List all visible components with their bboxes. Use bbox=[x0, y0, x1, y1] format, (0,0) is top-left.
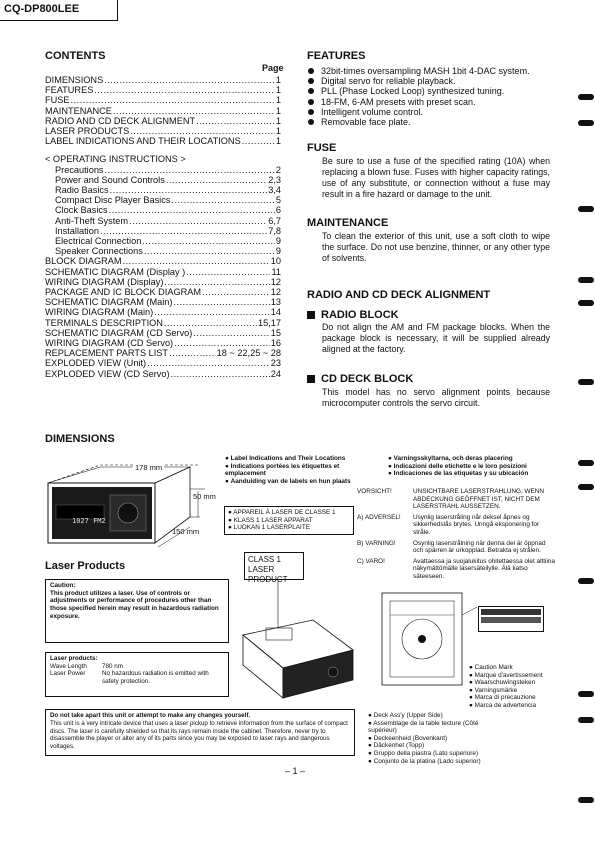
caution-mark-item bbox=[469, 672, 564, 680]
toc-leader bbox=[166, 175, 267, 185]
display-readout: 1027 FM2 bbox=[72, 517, 106, 525]
caution-title: Caution: bbox=[50, 582, 76, 589]
toc-leader bbox=[110, 185, 268, 195]
toc-entry-page: 3,4 bbox=[268, 185, 281, 196]
height-dimension: 50 mm bbox=[193, 492, 216, 501]
model-name: CQ-DP800LEE bbox=[4, 3, 80, 15]
toc-entry-label: SCHEMATIC DIAGRAM (Main) bbox=[45, 297, 173, 308]
toc-entry bbox=[45, 216, 281, 226]
warning-key: A) ADVERSEL! bbox=[357, 513, 401, 521]
caution-text: This product utilizes a laser. Use of controls or adjustments or performance of procedures other than those specified herein may result in hazardous radiation exposure. bbox=[50, 589, 219, 620]
laser-power-value: No hazardous radiation is emitted with safety protection. bbox=[102, 670, 209, 686]
toc-entry bbox=[45, 328, 281, 338]
toc-entry-page: 1 bbox=[275, 115, 281, 126]
toc-leader bbox=[164, 277, 269, 287]
bullet-icon: ● bbox=[469, 686, 475, 694]
caution-mark-item bbox=[469, 679, 564, 687]
toc-entry bbox=[45, 195, 281, 205]
toc-entry-label: SCHEMATIC DIAGRAM (Display ) bbox=[45, 266, 186, 277]
label-info-item bbox=[225, 478, 375, 486]
toc-entry bbox=[45, 106, 281, 116]
warning-row bbox=[357, 488, 557, 511]
toc-entry-page: 1 bbox=[275, 75, 281, 85]
toc-entry-label: SCHEMATIC DIAGRAM (CD Servo) bbox=[45, 327, 193, 338]
dimensions-title: DIMENSIONS bbox=[45, 433, 115, 445]
laser-label-line-text: KLASS 1 LASER APPARAT bbox=[233, 516, 313, 524]
margin-mark bbox=[578, 120, 594, 126]
do-not-text: This unit is a very intricate device that uses a laser pickup to retrieve information from the surface of compact discs. The laser is carefully shielded so that its rays remain inside the cabinet. Therefore, never try to disassemble the player or alter any of its parts since you may be exposed to laser rays and dangerous voltages. bbox=[50, 719, 348, 751]
toc-leader bbox=[193, 328, 269, 338]
bullet-icon: ● bbox=[368, 757, 374, 765]
unit-sketch bbox=[238, 580, 358, 705]
deck-assy-item bbox=[368, 720, 508, 735]
toc-entry-page: 16 bbox=[270, 338, 281, 349]
toc-entry-page: 10 bbox=[270, 256, 281, 267]
deck-assy-item bbox=[368, 758, 508, 766]
toc-entry-label: Electrical Connection bbox=[55, 236, 142, 247]
label-strip bbox=[481, 617, 541, 623]
feature-item: Intelligent volume control. bbox=[307, 107, 562, 117]
caution-mark-item bbox=[469, 702, 564, 710]
maintenance-title: MAINTENANCE bbox=[307, 217, 389, 229]
toc-entry-label: Anti-Theft System bbox=[55, 215, 129, 226]
toc-entry-page: 12 bbox=[270, 287, 281, 298]
operating-heading: < OPERATING INSTRUCTIONS > bbox=[45, 154, 186, 165]
fuse-title: FUSE bbox=[307, 142, 337, 154]
toc-entry-label: LABEL INDICATIONS AND THEIR LOCATIONS bbox=[45, 136, 241, 147]
toc-leader bbox=[113, 106, 275, 116]
toc-leader bbox=[202, 287, 270, 297]
toc-leader bbox=[169, 348, 216, 358]
width-dimension: 178 mm bbox=[135, 463, 163, 472]
laser-label-line-text: APPAREIL À LASER DE CLASSE 1 bbox=[233, 509, 336, 516]
toc-leader bbox=[71, 95, 275, 105]
label-info-item-text: Indicazioni delle etichette e le loro posizioni bbox=[393, 462, 527, 470]
wave-length-value: 780 nm bbox=[102, 662, 124, 670]
bullet-icon: ● bbox=[228, 516, 234, 524]
toc-leader bbox=[105, 165, 275, 175]
caution-mark-item-text: Marque d'avertissement bbox=[474, 671, 543, 679]
toc-entry-page: 6 bbox=[275, 205, 281, 216]
toc-leader bbox=[147, 358, 270, 368]
bullet-icon: ● bbox=[225, 455, 231, 462]
caution-mark-item-text: Waarschuwingsteken bbox=[474, 679, 536, 687]
deck-assy-list bbox=[368, 712, 508, 765]
bullet-icon: ● bbox=[469, 701, 475, 709]
margin-mark bbox=[578, 379, 594, 385]
label-info-item bbox=[388, 470, 568, 478]
toc-entry-page: 15,17 bbox=[258, 317, 281, 328]
bullet-icon: ● bbox=[228, 509, 234, 516]
feature-item: PLL (Phase Locked Loop) synthesized tuning. bbox=[307, 86, 562, 96]
toc-entry-page: 1 bbox=[275, 105, 281, 116]
toc-entry bbox=[45, 126, 281, 136]
bullet-icon: ● bbox=[225, 462, 231, 470]
toc-entry bbox=[45, 307, 281, 317]
feature-item: Removable face plate. bbox=[307, 117, 562, 127]
label-info-item bbox=[225, 463, 375, 478]
toc-entry-page: 13 bbox=[270, 297, 281, 308]
toc-entry bbox=[45, 287, 281, 297]
margin-mark bbox=[578, 94, 594, 100]
warning-key: C) VARO! bbox=[357, 557, 385, 565]
toc-leader bbox=[104, 75, 275, 85]
cd-block-text: This model has no servo alignment points because microcomputer controls the servo circuit. bbox=[322, 387, 550, 408]
toc-entry-label: Precautions bbox=[55, 164, 104, 175]
toc-entry-page: 9 bbox=[275, 236, 281, 247]
deck-assy-item-text: Däckenhet (Topp) bbox=[373, 742, 425, 750]
bullet-icon: ● bbox=[388, 470, 394, 478]
toc-entry-page: 24 bbox=[270, 368, 281, 379]
toc-entry-page: 2,3 bbox=[268, 174, 281, 185]
laser-label-line bbox=[228, 517, 350, 525]
toc-entry-label: Radio Basics bbox=[55, 185, 109, 196]
warning-key: VORSICHT! bbox=[357, 488, 392, 495]
feature-item: Digital servo for reliable playback. bbox=[307, 76, 562, 86]
toc-entry-page: 7,8 bbox=[268, 225, 281, 236]
toc-entry-label: FEATURES bbox=[45, 85, 94, 96]
toc-entry-label: LASER PRODUCTS bbox=[45, 126, 130, 137]
toc-entry bbox=[45, 267, 281, 277]
feature-item: 18-FM, 6-AM presets with preset scan. bbox=[307, 97, 562, 107]
toc-entry bbox=[45, 369, 281, 379]
radio-block-label: RADIO BLOCK bbox=[321, 309, 399, 321]
maintenance-text: To clean the exterior of this unit, use a soft cloth to wipe the surface. Do not use benzine, thinner, or any other type of solvents. bbox=[322, 231, 550, 263]
deck-sketch bbox=[372, 585, 477, 695]
features-title: FEATURES bbox=[307, 50, 366, 62]
deck-assy-item-text: Deck Ass'y (Upper Side) bbox=[373, 712, 443, 719]
margin-mark bbox=[578, 578, 594, 584]
toc-entry bbox=[45, 95, 281, 105]
toc-entry bbox=[45, 318, 281, 328]
toc-entry-label: DIMENSIONS bbox=[45, 75, 104, 85]
toc-entry-label: TERMINALS DESCRIPTION bbox=[45, 317, 163, 328]
bullet-icon: ● bbox=[388, 455, 394, 462]
label-info-item bbox=[388, 463, 568, 471]
toc-entry-label: FUSE bbox=[45, 95, 70, 106]
spacer bbox=[45, 146, 281, 154]
bullet-icon: ● bbox=[368, 742, 374, 750]
toc-entry-label: Installation bbox=[55, 225, 99, 236]
bullet-icon: ● bbox=[368, 712, 374, 719]
toc-entry bbox=[45, 297, 281, 307]
toc-leader bbox=[174, 338, 270, 348]
class1-label: CLASS 1 LASER PRODUCT bbox=[244, 552, 304, 580]
laser-class-label-box bbox=[224, 506, 354, 535]
laser-products-heading: Laser products: bbox=[50, 655, 98, 662]
feature-item: 32bit-times oversampling MASH 1bit 4-DAC system. bbox=[307, 66, 562, 76]
toc-entry bbox=[45, 358, 281, 368]
toc-entry-label: EXPLODED VIEW (CD Servo) bbox=[45, 368, 170, 379]
toc-leader bbox=[130, 126, 275, 136]
toc-entry-page: 18 ~ 22,25 ~ 28 bbox=[216, 348, 281, 359]
laser-label-line-text: LUOKAN 1 LASERPLAITE bbox=[233, 524, 311, 532]
deck-assy-item-text: Deckeenheid (Bovenkant) bbox=[373, 734, 448, 742]
laser-products-box bbox=[45, 652, 229, 697]
caution-box bbox=[45, 579, 229, 643]
warning-text: UNSICHTBARE LASERSTRAHLUNG, WENN ABDECKUNG GEÖFFNET IST, NICHT DEM LASERSTRAHL AUSSETZEN. bbox=[413, 488, 545, 511]
bullet-icon: ● bbox=[368, 719, 374, 727]
cd-block-title bbox=[307, 373, 413, 385]
deck-assy-item bbox=[368, 712, 508, 720]
toc-leader bbox=[242, 136, 275, 146]
contents-title: CONTENTS bbox=[45, 50, 106, 62]
margin-mark bbox=[578, 797, 594, 803]
toc-entry-label: MAINTENANCE bbox=[45, 105, 112, 116]
bullet-icon: ● bbox=[469, 664, 475, 671]
margin-mark bbox=[578, 460, 594, 466]
toc-leader bbox=[144, 246, 275, 256]
caution-mark-list bbox=[469, 664, 564, 710]
toc-entry-label: Power and Sound Controls bbox=[55, 174, 165, 185]
toc-leader bbox=[129, 216, 267, 226]
warning-text: Usynlig laserstråling når deksel åpnes og sikkerhedslås brytes. Unngå eksponering for stråle. bbox=[413, 513, 540, 536]
bullet-icon: ● bbox=[469, 694, 475, 702]
toc-entry bbox=[45, 136, 281, 146]
toc-entry-page: 5 bbox=[275, 195, 281, 206]
toc-entry-label: WIRING DIAGRAM (Main) bbox=[45, 307, 154, 318]
warning-text: Osynlig laserstrålning när denna del är öppnad och spärren är urkopplad. Betrakta ej strålen. bbox=[413, 539, 546, 555]
margin-mark bbox=[578, 717, 594, 723]
caution-mark-item bbox=[469, 687, 564, 695]
laser-products-title: Laser Products bbox=[45, 560, 126, 572]
bullet-icon: ● bbox=[368, 734, 374, 742]
label-info-item-text: Indicaciones de las etiquetas y su ubicación bbox=[393, 470, 529, 478]
cd-block-label: CD DECK BLOCK bbox=[321, 373, 414, 385]
warning-row bbox=[357, 558, 557, 581]
toc-entry bbox=[45, 85, 281, 95]
label-info-item bbox=[225, 455, 375, 463]
caution-mark-item-text: Marca di precauzione bbox=[474, 694, 536, 702]
warning-row bbox=[357, 514, 557, 537]
toc-entry-label: Clock Basics bbox=[55, 205, 108, 216]
toc-entry bbox=[45, 116, 281, 126]
toc-entry-label: RADIO AND CD DECK ALIGNMENT bbox=[45, 115, 196, 126]
toc-leader bbox=[100, 226, 267, 236]
toc-entry bbox=[45, 175, 281, 185]
fuse-text: Be sure to use a fuse of the specified rating (10A) when replacing a blown fuse. Fuses with higher capacity ratings, use of any substitute, or connection without a fuse may result in a fire hazard or damage to the unit. bbox=[322, 156, 550, 199]
toc-leader bbox=[123, 256, 270, 266]
deck-assy-item-text: Assemblage de la table tecture (Côté supérieur) bbox=[368, 719, 479, 735]
warning-row bbox=[357, 540, 557, 555]
caution-mark-item-text: Varningsmärke bbox=[474, 686, 518, 694]
toc-leader bbox=[186, 267, 270, 277]
deck-assy-item-text: Conjunto de la platina (Lado superior) bbox=[373, 757, 481, 765]
features-list bbox=[307, 66, 562, 127]
bullet-icon: ● bbox=[228, 524, 234, 532]
toc-entry-page: 23 bbox=[270, 358, 281, 369]
label-info-right bbox=[388, 455, 568, 478]
deck-assy-item bbox=[368, 742, 508, 750]
toc-entry bbox=[45, 75, 281, 85]
page-heading: Page bbox=[262, 63, 284, 73]
depth-dimension: 150 mm bbox=[172, 527, 200, 536]
toc-entry-page: 6,7 bbox=[268, 215, 281, 226]
caution-mark-item-text: Caution Mark bbox=[474, 664, 513, 671]
model-tab bbox=[0, 0, 118, 21]
toc-entry-page: 15 bbox=[270, 327, 281, 338]
do-not-title: Do not take apart this unit or attempt to make any changes yourself. bbox=[50, 712, 251, 719]
square-bullet-icon bbox=[307, 375, 315, 383]
label-strip bbox=[481, 609, 541, 615]
toc-entry bbox=[45, 277, 281, 287]
label-info-item-text: Varningsskyltarna, och deras placering bbox=[393, 455, 513, 462]
laser-power-key: Laser Power bbox=[50, 670, 86, 678]
toc-entry-page: 14 bbox=[270, 307, 281, 318]
toc-entry bbox=[45, 205, 281, 215]
radio-block-title bbox=[307, 309, 399, 321]
toc-entry-page: 1 bbox=[275, 136, 281, 147]
label-info-item bbox=[388, 455, 568, 463]
caution-mark-item bbox=[469, 664, 564, 672]
toc-entry-page: 1 bbox=[275, 126, 281, 137]
toc-entry bbox=[45, 226, 281, 236]
margin-mark bbox=[578, 206, 594, 212]
deck-assy-item-text: Gruppo della piastra (Lato superiore) bbox=[373, 749, 479, 757]
square-bullet-icon bbox=[307, 311, 315, 319]
warning-key: B) VARNING! bbox=[357, 539, 396, 547]
deck-assy-item bbox=[368, 750, 508, 758]
toc-leader bbox=[164, 318, 257, 328]
toc bbox=[45, 75, 281, 379]
toc-entry-page: 12 bbox=[270, 276, 281, 287]
toc-leader bbox=[142, 236, 275, 246]
toc-entry bbox=[45, 348, 281, 358]
toc-leader bbox=[94, 85, 275, 95]
radio-block-text: Do not align the AM and FM package blocks. When the package block is necessary, it will be supplied already aligned at the factory. bbox=[322, 322, 550, 354]
toc-entry bbox=[45, 185, 281, 195]
label-info-item-text: Indications portées les étiquettes et emplacement bbox=[225, 462, 340, 478]
caution-mark-item bbox=[469, 694, 564, 702]
toc-entry bbox=[45, 256, 281, 266]
warning-text: Avattaessa ja suojalukitus ohitettaessa olet alttiina näkymättömälle lasersäteilylle. Älä katso säteeseen. bbox=[413, 557, 555, 580]
toc-leader bbox=[154, 307, 270, 317]
laser-label-line bbox=[228, 509, 350, 517]
margin-mark bbox=[578, 484, 594, 490]
wave-length-key: Wave Length bbox=[50, 662, 87, 670]
toc-entry bbox=[45, 165, 281, 175]
toc-leader bbox=[171, 195, 274, 205]
bullet-icon: ● bbox=[225, 477, 231, 485]
margin-mark bbox=[578, 300, 594, 306]
toc-entry-page: 9 bbox=[275, 246, 281, 257]
toc-entry bbox=[45, 338, 281, 348]
toc-entry-page: 2 bbox=[275, 164, 281, 175]
caution-mark-label bbox=[478, 606, 544, 632]
toc-entry-label: Speaker Connections bbox=[55, 246, 143, 257]
do-not-disassemble-box bbox=[45, 709, 355, 756]
margin-mark bbox=[578, 277, 594, 283]
toc-leader bbox=[171, 369, 270, 379]
toc-entry-label: WIRING DIAGRAM (Display) bbox=[45, 276, 164, 287]
toc-entry-page: 1 bbox=[275, 95, 281, 106]
toc-leader bbox=[173, 297, 269, 307]
laser-label-line bbox=[228, 524, 350, 532]
deck-assy-item bbox=[368, 735, 508, 743]
toc-entry bbox=[45, 236, 281, 246]
margin-mark bbox=[578, 691, 594, 697]
toc-entry-label: REPLACEMENT PARTS LIST bbox=[45, 348, 169, 359]
toc-entry-label: BLOCK DIAGRAM bbox=[45, 256, 122, 267]
toc-entry-label: Compact Disc Player Basics bbox=[55, 195, 171, 206]
toc-leader bbox=[109, 205, 275, 215]
toc-entry-label: PACKAGE AND IC BLOCK DIAGRAM bbox=[45, 287, 202, 298]
label-info-item-text: Aanduiding van de labels en hun plaats bbox=[230, 477, 351, 485]
caution-mark-item-text: Marca de advertencia bbox=[474, 701, 537, 709]
toc-entry-page: 11 bbox=[271, 266, 281, 277]
toc-entry-label: WIRING DIAGRAM (CD Servo) bbox=[45, 338, 174, 349]
toc-entry-page: 1 bbox=[275, 85, 281, 96]
bullet-icon: ● bbox=[469, 671, 475, 679]
toc-entry-label: EXPLODED VIEW (Unit) bbox=[45, 358, 147, 369]
label-info-item-text: Label Indications and Their Locations bbox=[230, 455, 346, 462]
page-number: – 1 – bbox=[285, 766, 306, 776]
toc-leader bbox=[196, 116, 275, 126]
bullet-icon: ● bbox=[368, 749, 374, 757]
label-info-left bbox=[225, 455, 375, 485]
laser-warnings bbox=[357, 488, 557, 584]
alignment-title: RADIO AND CD DECK ALIGNMENT bbox=[307, 289, 491, 301]
bullet-icon: ● bbox=[388, 462, 394, 470]
toc-entry bbox=[45, 246, 281, 256]
bullet-icon: ● bbox=[469, 679, 475, 687]
